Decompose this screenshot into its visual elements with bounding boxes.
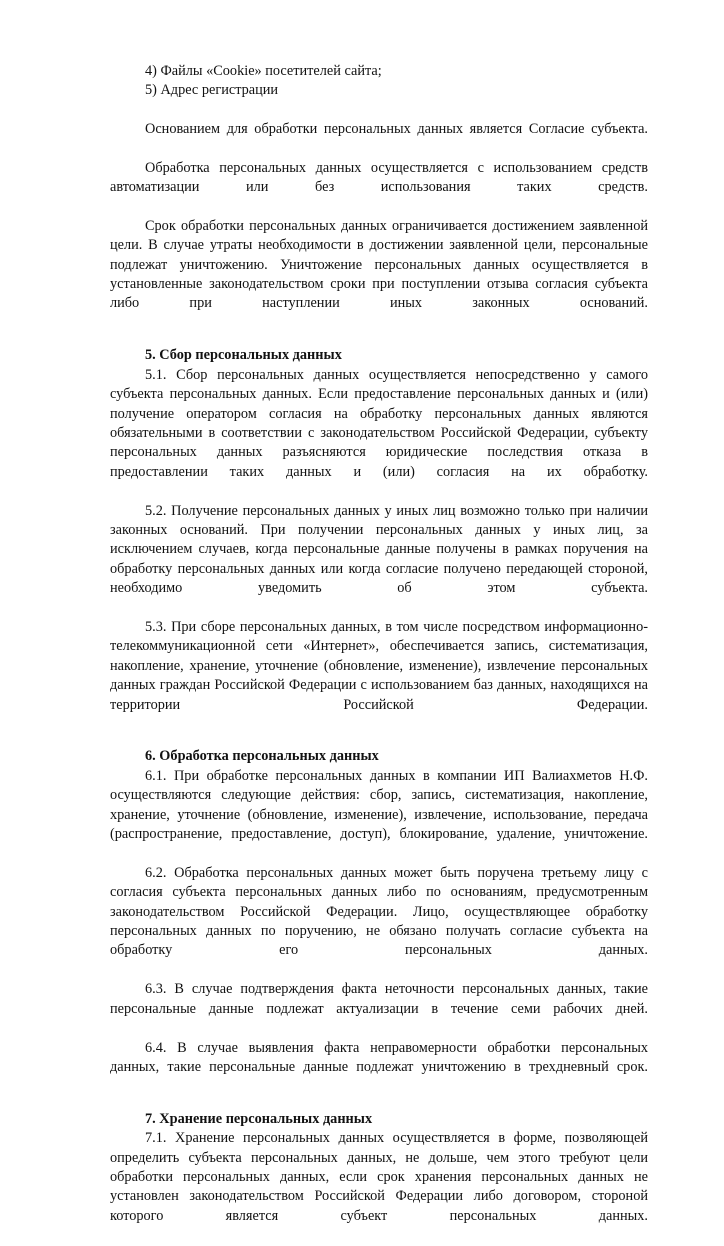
list-item: 4) Файлы «Cookie» посетителей сайта; <box>145 63 382 79</box>
section-heading: 7. Хранение персональных данных <box>145 1110 373 1127</box>
section-6 <box>110 747 648 1096</box>
list-item: 5) Адрес регистрации <box>145 82 279 99</box>
list-section <box>110 62 648 101</box>
spacer <box>110 734 648 747</box>
paragraph: 6.3. В случае подтверждения факта неточности персональных данных, такие персональные данные подлежат актуализации в течение семи рабочих дней. <box>110 981 648 1017</box>
section-7 <box>110 1110 648 1246</box>
paragraph: 6.2. Обработка персональных данных может быть поручена третьему лицу с согласия субъекта персональных данных либо по основаниям, предусмотренным законодательством Российской Федерации. Лицо, осуществляющее обработку персональных данных по поручению, не обязано получать согласие субъекта на обработку его персональных данных. <box>110 864 648 959</box>
section-heading: 5. Сбор персональных данных <box>145 347 342 364</box>
paragraph: 6.1. При обработке персональных данных в компании ИП Валиахметов Н.Ф. осуществляются следующие действия: сбор, запись, систематизация, накопление, хранение, уточнение (обновление, изменение), извлечение, использование, передача (распространение, предоставление, доступ), блокирование, удаление, уничтожение. <box>110 767 648 843</box>
paragraph: 5.3. При сборе персональных данных, в том числе посредством информационно-телекоммуникационной сети «Интернет», обеспечивается запись, систематизация, накопление, хранение, уточнение (обновление, изменение), извлечение персональных данных граждан Российской Федерации с использованием баз данных, находящихся на территории Российской Федерации. <box>110 618 648 713</box>
section-heading: 6. Обработка персональных данных <box>145 748 379 765</box>
spacer <box>110 333 648 346</box>
paragraph: 6.4. В случае выявления факта неправомерности обработки персональных данных, такие персональные данные подлежат уничтожению в трехдневный срок. <box>110 1039 648 1075</box>
paragraph: Срок обработки персональных данных ограничивается достижением заявленной цели. В случае утраты необходимости в достижении заявленной цели, персональные подлежат уничтожению. Уничтожение персональных данных осуществляется в установленные законодательством сроки при поступлении отзыва согласия субъекта либо при наступлении иных законных оснований. <box>110 217 648 312</box>
paragraph: 5.1. Сбор персональных данных осуществляется непосредственно у самого субъекта персональных данных. Если предоставление персональных данных и (или) получение оператором согласия на обработку персональных данных являются обязательными в соответствии с законодательством Российской Федерации, субъекту персональных данных разъясняются юридические последствия отказа в предоставлении таких данных и (или) согласия на их обработку. <box>110 366 648 480</box>
document-body <box>110 62 648 1246</box>
paragraph: Основанием для обработки персональных данных является Согласие субъекта. <box>145 120 648 137</box>
section-5 <box>110 346 648 734</box>
spacer <box>110 1097 648 1110</box>
spacer <box>110 101 648 120</box>
paragraph: 7.1. Хранение персональных данных осуществляется в форме, позволяющей определить субъекта персональных данных, не дольше, чем этого требуют цели обработки персональных данных, если срок хранения персональных данных не установлен законодательством Российской Федерации либо договором, стороной которого является субъект персональных данных. <box>110 1130 648 1224</box>
paragraph: Обработка персональных данных осуществляется с использованием средств автоматизации или без использования таких средств. <box>110 159 648 196</box>
intro-section <box>110 120 648 333</box>
paragraph: 5.2. Получение персональных данных у иных лиц возможно только при наличии законных оснований. При получении персональных данных у иных лиц, за исключением случаев, когда персональные данные получены в рамках поручения на обработку персональных данных или когда согласие получено передающей стороной, необходимо уведомить об этом субъекта. <box>110 502 648 597</box>
